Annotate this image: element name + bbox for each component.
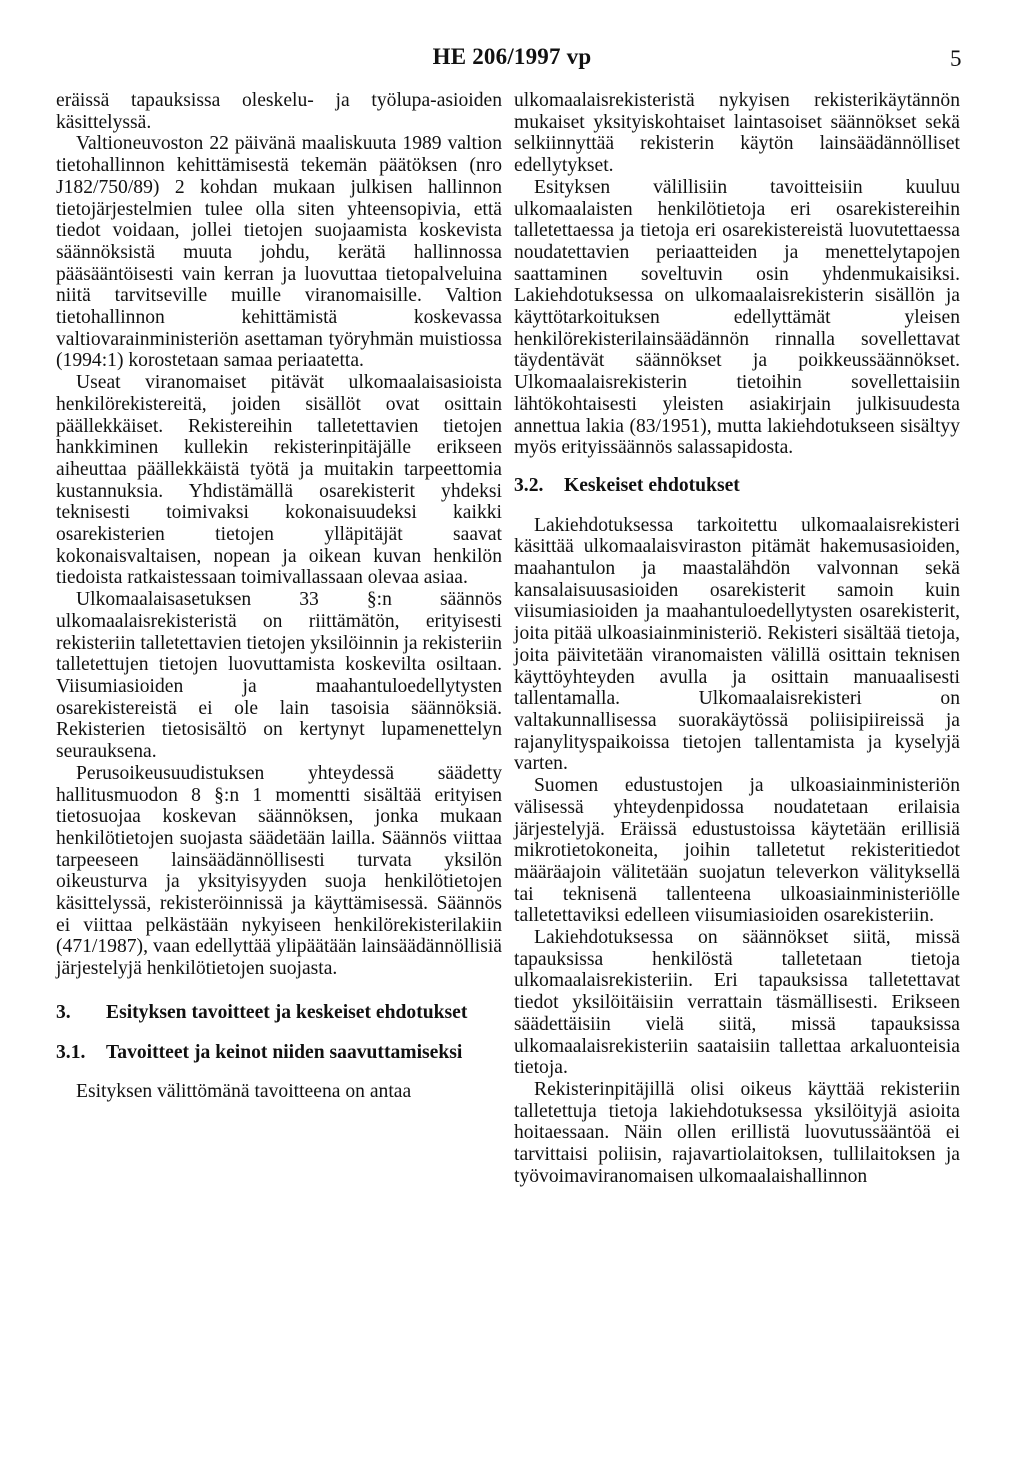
page-header-title: HE 206/1997 vp bbox=[432, 44, 592, 69]
section-heading-3-1 bbox=[56, 1042, 502, 1064]
paragraph: ulkomaalaisrekisteristä nykyisen rekisterikäytännön mukaiset yksityiskohtaiset laintasoiset säännökset sekä selkiinnyttää rekisterin käytön lainsäädännölliset edellytykset. bbox=[514, 90, 960, 177]
paragraph: Suomen edustustojen ja ulkoasiainministeriön välisessä yhteydenpidossa noudatetaan erilaisia järjestelyjä. Eräissä edustustoissa käytetään erillisiä mikrotietokoneita, joihin talletetut rekisteritiedot määräajoin välitetään suojatun televerkon välityksellä tai teknisenä tallenteena ulkoasiainministeriölle talletettaviksi edelleen viisumiasioiden osarekisteriin. bbox=[514, 775, 960, 927]
section-heading-3-2 bbox=[514, 475, 960, 497]
paragraph: Lakiehdotuksessa tarkoitettu ulkomaalaisrekisteri käsittää ulkomaalaisviraston pitämät hakemusasioiden, maahantulon ja maastalähdön valvonnan sekä kansalaisuusasioiden osarekisterit samoin kuin viisumiasioiden ja maahantuloedellytysten osarekisterit, joita pitää ulkoasiainministeriö. Rekisteri sisältää tietoja, joita päivitetään viranomaisten välillä osittain teknisen käyttöyhteyden avulla ja osittain manuaalisesti tallentamalla. Ulkomaalaisrekisteri on valtakunnallisessa suorakäytössä poliisipiireissä ja rajanylityspaikoissa tietojen tallentamista ja kyselyjä varten. bbox=[514, 514, 960, 775]
left-column bbox=[56, 90, 502, 1103]
section-title: Esityksen tavoitteet ja keskeiset ehdotukset bbox=[106, 1001, 468, 1023]
section-number: 3.1. bbox=[56, 1041, 86, 1063]
section-title: Keskeiset ehdotukset bbox=[564, 474, 740, 496]
section-heading-3 bbox=[56, 1002, 502, 1024]
paragraph: Lakiehdotuksessa on säännökset siitä, missä tapauksissa henkilöstä talletetaan tietoja ulkomaalaisrekisteriin. Eri tapauksissa talletettavat tiedot yksilöitäisiin verrattain täsmällisesti. Erikseen säädettäisiin vielä siitä, missä tapauksissa ulkomaalaisrekisteriin saataisiin tallettaa arkaluonteisia tietoja. bbox=[514, 927, 960, 1079]
paragraph: eräissä tapauksissa oleskelu- ja työlupa-asioiden käsittelyssä. bbox=[56, 90, 502, 133]
paragraph: Valtioneuvoston 22 päivänä maaliskuuta 1989 valtion tietohallinnon kehittämisestä tekemän päätöksen (nro J182/750/89) 2 kohdan mukaan julkisen hallinnon tietojärjestelmien tulee olla siten yhteensopivia, että tiedot voidaan, jollei tietojen suojaamista koskevista säännöksistä muuta johdu, kerätä hallinnossa pääsääntöisesti vain kerran ja luovuttaa tietopalveluina niitä tarvitseville muille viranomaisille. Valtion tietohallinnon kehittämistä koskevassa valtiovarainministeriön asettaman työryhmän muistiossa (1994:1) korostetaan samaa periaatetta. bbox=[56, 133, 502, 372]
paragraph: Ulkomaalaisasetuksen 33 §:n säännös ulkomaalaisrekisteristä on riittämätön, erityisesti rekisteriin talletettavien tietojen yksilöinnin ja rekisteriin talletettujen tietojen luovuttamista koskevilta osiltaan. Viisumiasioiden ja maahantuloedellytysten osarekistereistä ei ole lain tasoisia säännöksiä. Rekisterien tietosisältö on kertynyt lupamenettelyn seurauksena. bbox=[56, 589, 502, 763]
section-number: 3.2. bbox=[514, 474, 544, 496]
section-number: 3. bbox=[56, 1001, 71, 1023]
page-number: 5 bbox=[950, 46, 962, 71]
paragraph: Esityksen välillisiin tavoitteisiin kuuluu ulkomaalaisten henkilötietoja eri osarekistereihin talletettaessa ja tietoja eri osarekistereistä luovutettaessa noudatettavien periaatteiden ja menettelytapojen saattaminen soveltuvin osin yhdenmukaisiksi. Lakiehdotuksessa on ulkomaalaisrekisterin sisällön ja käyttötarkoituksen edellyttämät yleisen henkilörekisterilainsäädännön rinnalla sovellettavat täydentävät säännökset ja poikkeussäännökset. Ulkomaalaisrekisterin tietoihin sovellettaisiin lähtökohtaisesti yleisten asiakirjain julkisuudesta annettua lakia (83/1951), mutta lakiehdotukseen sisältyy myös erityissäännös salassapidosta. bbox=[514, 176, 960, 459]
paragraph: Useat viranomaiset pitävät ulkomaalaisasioista henkilörekistereitä, joiden sisällöt ovat osittain päällekkäiset. Rekistereihin talletettavien tietojen hankkiminen kullekin rekisterinpitäjälle erikseen aiheuttaa päällekkäistä työtä ja muitakin tarpeettomia kustannuksia. Yhdistämällä osarekisterit yhdeksi teknisesti toimivaksi kokonaisuudeksi kaikki osarekisterien tietojen ylläpitäjät saavat kokonaisvaltaisen, nopean ja oikean kuvan henkilön tiedoista ratkaistessaan toimivallassaan olevaa asiaa. bbox=[56, 372, 502, 589]
paragraph: Perusoikeusuudistuksen yhteydessä säädetty hallitusmuodon 8 §:n 1 momentti sisältää erityisen tietosuojaa koskevan säännöksen, jonka mukaan henkilötietojen suojasta säädetään lailla. Säännös viittaa tarpeeseen lainsäädännöllisesti turvata yksilön oikeusturva ja yksityisyyden suoja henkilötietojen käsittelyssä, rekisteröinnissä ja käyttämisessä. Säännös ei viittaa pelkästään nykyiseen henkilörekisterilakiin (471/1987), vaan edellyttää ylipäätään lainsäädännöllisiä järjestelyjä henkilötietojen suojasta. bbox=[56, 762, 502, 980]
right-column bbox=[514, 90, 960, 1187]
paragraph: Rekisterinpitäjillä olisi oikeus käyttää rekisteriin talletettuja tietoja lakiehdotuksessa yksilöityjä asioita hoitaessaan. Näin ollen erillistä luovutussääntöä ei tarvittaisi poliisin, rajavartiolaitoksen, tullilaitoksen ja työvoimaviranomaisen ulkomaalaishallinnon bbox=[514, 1078, 960, 1187]
section-title: Tavoitteet ja keinot niiden saavuttamiseksi bbox=[106, 1041, 463, 1063]
paragraph: Esityksen välittömänä tavoitteena on antaa bbox=[76, 1081, 412, 1103]
